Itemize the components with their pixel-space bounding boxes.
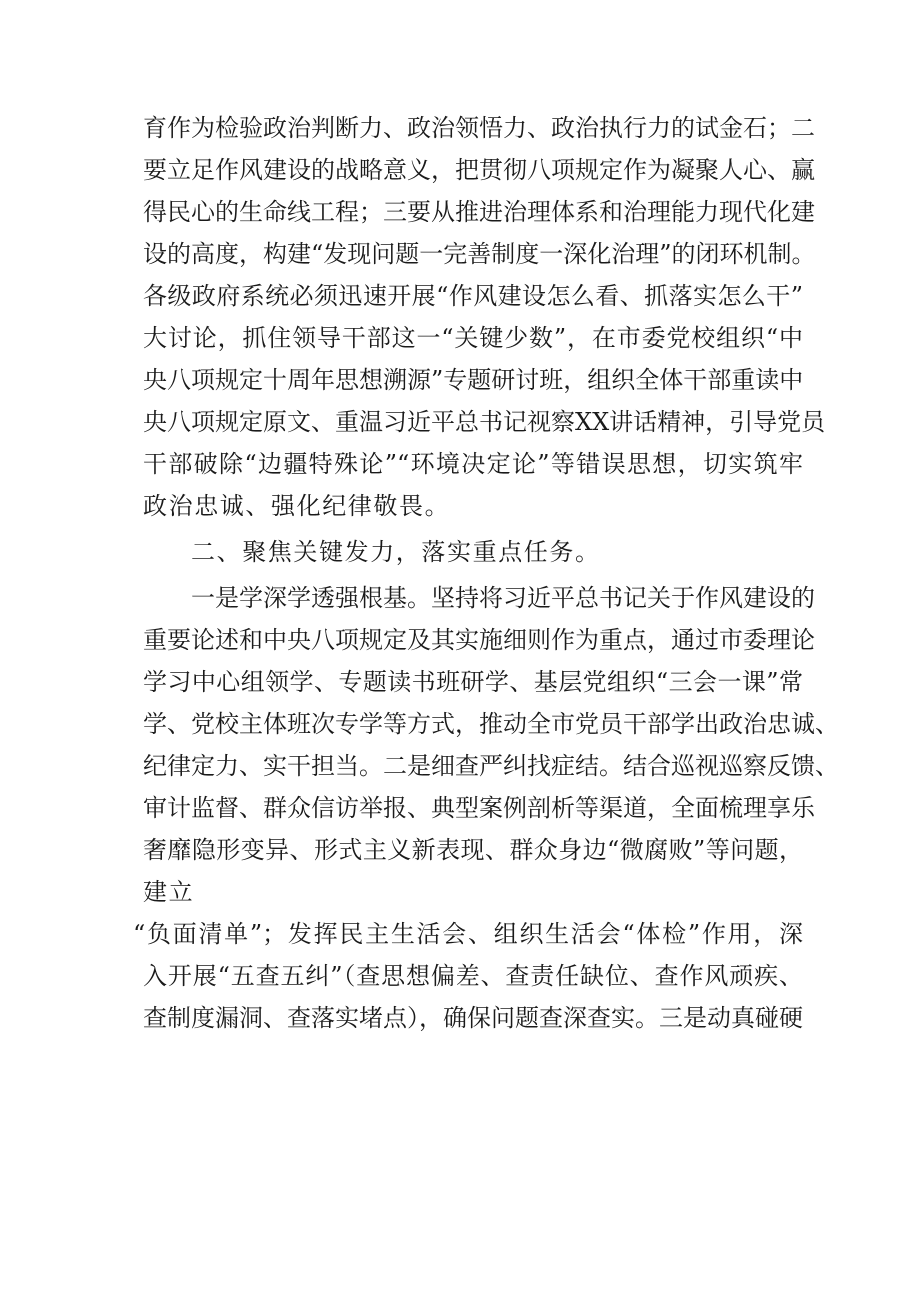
body-line: 央八项规定十周年思想溯源”专题研讨班，组织全体干部重读中	[143, 366, 804, 394]
body-line: 育作为检验政治判断力、政治领悟力、政治执行力的试金石；二	[143, 114, 815, 142]
body-line: 大讨论，抓住领导干部这一“关键少数”，在市委党校组织“中	[143, 324, 803, 352]
body-line: 入开展“五查五纠”（查思想偏差、查责任缺位、查作风顽疾、	[143, 962, 803, 990]
body-line: 学习中心组领学、专题读书班研学、基层党组织“三会一课”常	[143, 668, 803, 696]
body-line: 政治忠诚、强化纪律敬畏。	[143, 492, 451, 520]
body-line: 央八项规定原文、重温习近平总书记视察XX讲话精神，引导党员	[143, 408, 826, 436]
body-line: 查制度漏洞、查落实堵点），确保问题查深查实。三是动真碰硬	[143, 1004, 803, 1032]
body-line: 干部破除“边疆特殊论”“环境决定论”等错误思想，切实筑牢	[143, 450, 803, 478]
body-line: 学、党校主体班次专学等方式，推动全市党员干部学出政治忠诚、	[143, 710, 839, 738]
body-line: 要立足作风建设的战略意义，把贯彻八项规定作为凝聚人心、赢	[143, 156, 815, 184]
body-line: 各级政府系统必须迅速开展“作风建设怎么看、抓落实怎么干”	[143, 282, 803, 310]
body-line: 设的高度，构建“发现问题一完善制度一深化治理”的闭环机制。	[143, 240, 816, 268]
body-line: 建立	[143, 878, 195, 906]
body-line: 审计监督、群众信访举报、典型案例剖析等渠道，全面梳理享乐	[143, 794, 815, 822]
body-line: 重要论述和中央八项规定及其实施细则作为重点，通过市委理论	[143, 626, 815, 654]
section-heading: 二、聚焦关键发力，落实重点任务。	[191, 538, 601, 566]
body-line: 纪律定力、实干担当。二是细查严纠找症结。结合巡视巡察反馈、	[143, 752, 839, 780]
body-line: 得民心的生命线工程；三要从推进治理体系和治理能力现代化建	[143, 198, 815, 226]
body-line: “负面清单”；发挥民主生活会、组织生活会“体检”作用，深	[133, 920, 803, 948]
body-line: 奢靡隐形变异、形式主义新表现、群众身边“微腐败”等问题，	[143, 836, 803, 864]
paragraph-first-line: 一是学深学透强根基。坚持将习近平总书记关于作风建设的	[191, 584, 815, 612]
document-body	[133, 107, 839, 1039]
